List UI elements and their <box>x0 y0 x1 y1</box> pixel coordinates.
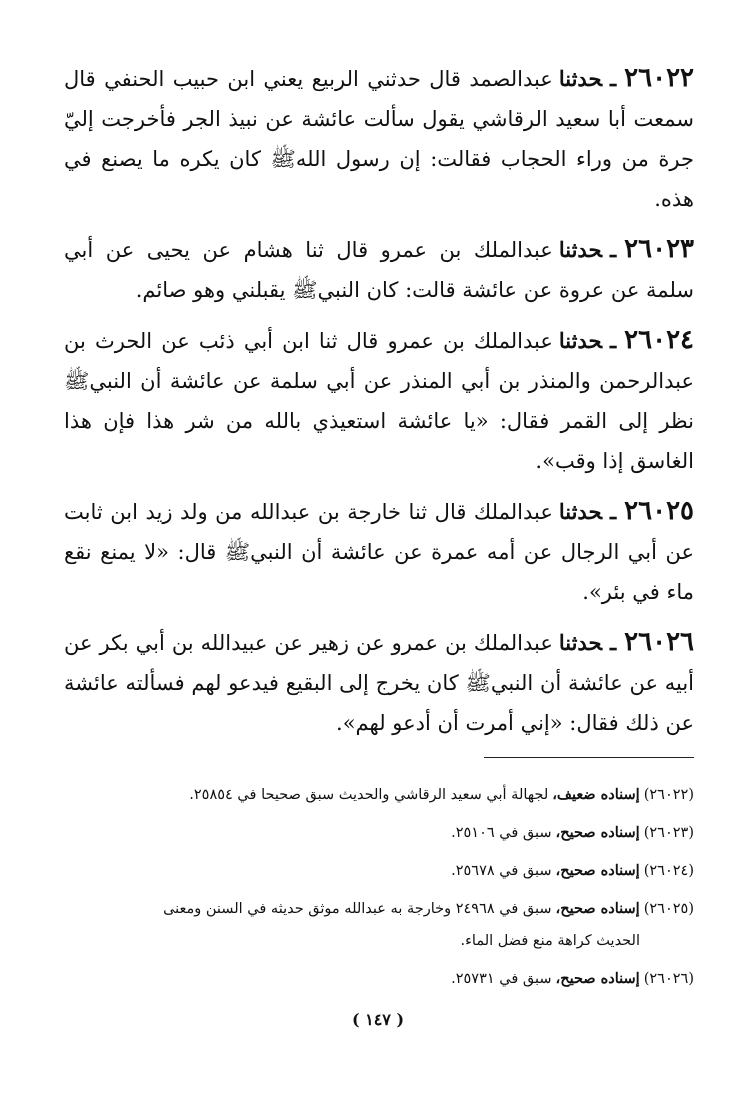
footnote <box>64 814 694 852</box>
hadith-opening: حدثنا <box>558 328 603 353</box>
footnote-ref: (٢٦٠٢٣) <box>643 825 694 841</box>
footnote-status: إسناده صحيح، <box>555 970 640 987</box>
hadith-entry <box>64 58 694 219</box>
footnote-text: سبق في ٢٥٦٧٨. <box>451 863 552 879</box>
footnote-status: إسناده ضعيف، <box>552 786 640 803</box>
hadith-dash: ـ <box>610 66 617 91</box>
hadith-text: عبدالصمد قال حدثني الربيع يعني ابن حبيب الحنفي قال سمعت أبا سعيد الرقاشي يقول سألت عائشة عن نبيذ الجر فأخرجت إليّ جرة من وراء الحجاب فقالت: إن رسول اللهﷺ كان يكره ما يصنع في هذه. <box>64 67 694 211</box>
footnote-text: سبق في ٢٥١٠٦. <box>451 825 552 841</box>
hadith-number: ٢٦٠٢٣ <box>624 234 694 264</box>
footnote-ref: (٢٦٠٢٥) <box>643 901 694 917</box>
hadith-number: ٢٦٠٢٢ <box>624 63 694 93</box>
footnote-status: إسناده صحيح، <box>555 862 640 879</box>
hadith-text: عبدالملك بن عمرو عن زهير عن عبيدالله بن أبي بكر عن أبيه عن عائشة أن النبيﷺ كان يخرج إلى البقيع فيدعو لهم فسألته عائشة عن ذلك فقال: «إني أمرت أن أدعو لهم». <box>64 631 694 735</box>
hadith-opening: حدثنا <box>558 499 603 524</box>
hadith-dash: ـ <box>610 237 617 262</box>
hadith-opening: حدثنا <box>558 66 603 91</box>
hadith-text: عبدالملك قال ثنا خارجة بن عبدالله من ولد زيد ابن ثابت عن أبي الرجال عن أمه عمرة عن عائشة أن النبيﷺ قال: «لا يمنع نقع ماء في بئر». <box>64 500 694 604</box>
footnote-status: إسناده صحيح، <box>555 900 640 917</box>
hadith-dash: ـ <box>610 630 617 655</box>
footnote-ref: (٢٦٠٢٤) <box>643 863 694 879</box>
footnotes <box>64 776 694 998</box>
footnote-text: سبق في ٢٤٩٦٨ وخارجة به عبدالله موثق حديثه في السنن ومعنى <box>163 901 552 917</box>
hadith-entry <box>64 491 694 612</box>
footnote-divider <box>484 757 694 758</box>
footnote <box>64 960 694 998</box>
footnote-text: سبق في ٢٥٧٣١. <box>451 971 552 987</box>
hadith-opening: حدثنا <box>558 630 603 655</box>
footnote <box>64 852 694 890</box>
hadith-list <box>64 58 694 743</box>
footnote-text: لجهالة أبي سعيد الرقاشي والحديث سبق صحيحا في ٢٥٨٥٤. <box>189 787 549 803</box>
hadith-number: ٢٦٠٢٤ <box>624 325 694 355</box>
hadith-dash: ـ <box>610 328 617 353</box>
hadith-text: عبدالملك بن عمرو قال ثنا ابن أبي ذئب عن الحرث بن عبدالرحمن والمنذر بن أبي المنذر عن أبي سلمة عن عائشة أن النبيﷺ نظر إلى القمر فقال: «يا عائشة استعيذي بالله من شر هذا فإن هذا الغاسق إذا وقب». <box>64 329 694 473</box>
hadith-number: ٢٦٠٢٥ <box>624 496 694 526</box>
hadith-entry <box>64 229 694 310</box>
hadith-opening: حدثنا <box>558 237 603 262</box>
hadith-entry <box>64 320 694 481</box>
footnote <box>64 776 694 814</box>
footnote-ref: (٢٦٠٢٦) <box>643 971 694 987</box>
hadith-entry <box>64 622 694 743</box>
hadith-number: ٢٦٠٢٦ <box>624 627 694 657</box>
footnote-status: إسناده صحيح، <box>555 824 640 841</box>
hadith-text: عبدالملك بن عمرو قال ثنا هشام عن يحيى عن أبي سلمة عن عروة عن عائشة قالت: كان النبيﷺ يقبلني وهو صائم. <box>64 238 694 302</box>
hadith-dash: ـ <box>610 499 617 524</box>
footnote-continuation-text: الحديث كراهة منع فضل الماء. <box>460 933 640 949</box>
page-number: ( ١٤٧ ) <box>351 1010 405 1029</box>
footnote-ref: (٢٦٠٢٢) <box>643 787 694 803</box>
